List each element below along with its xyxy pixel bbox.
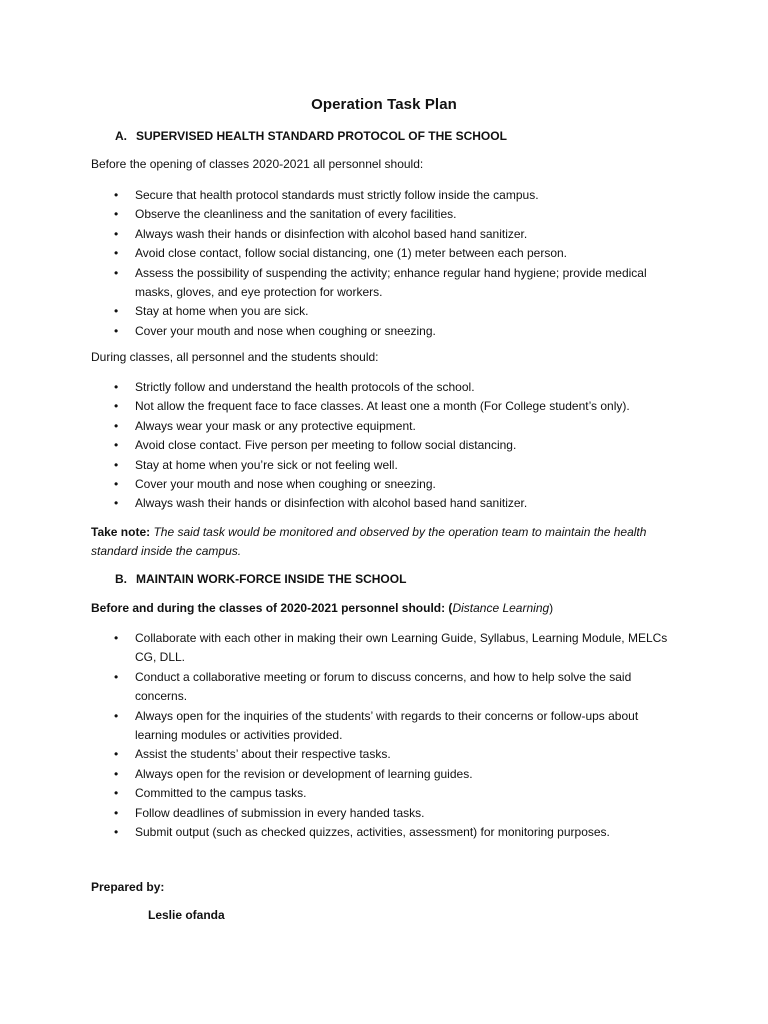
bullet-icon: •	[114, 496, 119, 511]
bullet-icon: •	[114, 438, 119, 453]
bullet-icon: •	[114, 786, 119, 801]
list-item: • Secure that health protocol standards must strictly follow inside the campus.	[91, 186, 681, 205]
section-a-list-during	[91, 378, 681, 514]
list-item: • Avoid close contact, follow social distancing, one (1) meter between each person.	[91, 244, 681, 263]
bullet-icon: •	[114, 418, 119, 433]
bullet-icon: •	[114, 457, 119, 472]
take-note	[91, 523, 691, 561]
bullet-icon: •	[114, 380, 119, 394]
section-b-title: MAINTAIN WORK-FORCE INSIDE THE SCHOOL	[136, 572, 407, 586]
bullet-icon: •	[114, 669, 119, 684]
bullet-icon: •	[114, 207, 119, 222]
section-a-letter: A.	[115, 129, 127, 143]
bullet-icon: •	[114, 226, 119, 241]
distance-learning-label: Distance Learning	[452, 601, 550, 615]
list-item: • Collaborate with each other in making their own Learning Guide, Syllabus, Learning Module, MELCs CG, DLL.	[114, 631, 668, 665]
section-a-intro-before: Before the opening of classes 2020-2021 all personnel should:	[91, 157, 424, 171]
section-a-heading	[115, 129, 507, 143]
list-item: • Conduct a collaborative meeting or forum to discuss concerns, and how to help solve the said concerns.	[114, 669, 632, 704]
bullet-icon: •	[114, 825, 119, 840]
section-a-intro-during: During classes, all personnel and the students should:	[91, 350, 379, 364]
section-b-heading	[115, 572, 406, 586]
list-item: • Committed to the campus tasks.	[91, 784, 681, 803]
list-item: • Follow deadlines of submission in every handed tasks.	[91, 804, 681, 823]
list-item: • Always open for the revision or development of learning guides.	[91, 765, 681, 784]
section-b-list	[91, 629, 681, 842]
section-a-list-before	[91, 186, 681, 341]
bullet-icon: •	[114, 747, 119, 762]
prepared-by-label: Prepared by:	[91, 880, 165, 894]
bullet-icon: •	[114, 399, 119, 414]
list-item: • Always wash their hands or disinfection with alcohol based hand sanitizer.	[91, 225, 681, 244]
list-item: • Assess the possibility of suspending the activity; enhance regular hand hygiene; provide medical masks, gloves, and eye protection for workers.	[114, 265, 647, 300]
list-item: • Avoid close contact. Five person per meeting to follow social distancing.	[91, 436, 681, 455]
take-note-body: The said task would be monitored and observed by the operation team to maintain the health standard inside the campus.	[91, 525, 647, 558]
list-item: • Submit output (such as checked quizzes, activities, assessment) for monitoring purposes.	[91, 823, 681, 842]
list-item: • Always wash their hands or disinfection with alcohol based hand sanitizer.	[91, 494, 681, 513]
document-title: Operation Task Plan	[311, 96, 457, 113]
bullet-icon: •	[114, 805, 119, 820]
list-item: • Assist the students’ about their respective tasks.	[91, 745, 681, 764]
bullet-icon: •	[114, 708, 119, 723]
list-item: • Not allow the frequent face to face classes. At least one a month (For College student’s only).	[91, 397, 681, 416]
list-item: • Always wear your mask or any protective equipment.	[91, 417, 681, 436]
list-item: • Stay at home when you are sick.	[91, 302, 681, 321]
list-item: • Observe the cleanliness and the sanitation of every facilities.	[91, 205, 681, 224]
bullet-icon: •	[114, 246, 119, 261]
bullet-icon: •	[114, 323, 119, 338]
take-note-label: Take note:	[91, 525, 151, 539]
section-a-title: SUPERVISED HEALTH STANDARD PROTOCOL OF THE SCHOOL	[136, 129, 507, 143]
bullet-icon: •	[114, 477, 119, 492]
bullet-icon: •	[114, 631, 119, 645]
list-item: • Cover your mouth and nose when coughing or sneezing.	[91, 322, 681, 341]
list-item: • Cover your mouth and nose when coughing or sneezing.	[91, 475, 681, 494]
bullet-icon: •	[114, 304, 119, 319]
bullet-icon: •	[114, 188, 119, 202]
bullet-icon: •	[114, 265, 119, 280]
list-item: • Strictly follow and understand the health protocols of the school.	[91, 378, 681, 397]
list-item: • Always open for the inquiries of the students’ with regards to their concerns or follow-ups about learning modules or activities provided.	[114, 708, 639, 743]
section-b-intro: Before and during the classes of 2020-2021 personnel should: (Distance Learning)	[91, 601, 554, 615]
bullet-icon: •	[114, 766, 119, 781]
list-item: • Stay at home when you’re sick or not feeling well.	[91, 456, 681, 475]
section-b-letter: B.	[115, 572, 127, 586]
prepared-by-name: Leslie ofanda	[148, 908, 225, 922]
